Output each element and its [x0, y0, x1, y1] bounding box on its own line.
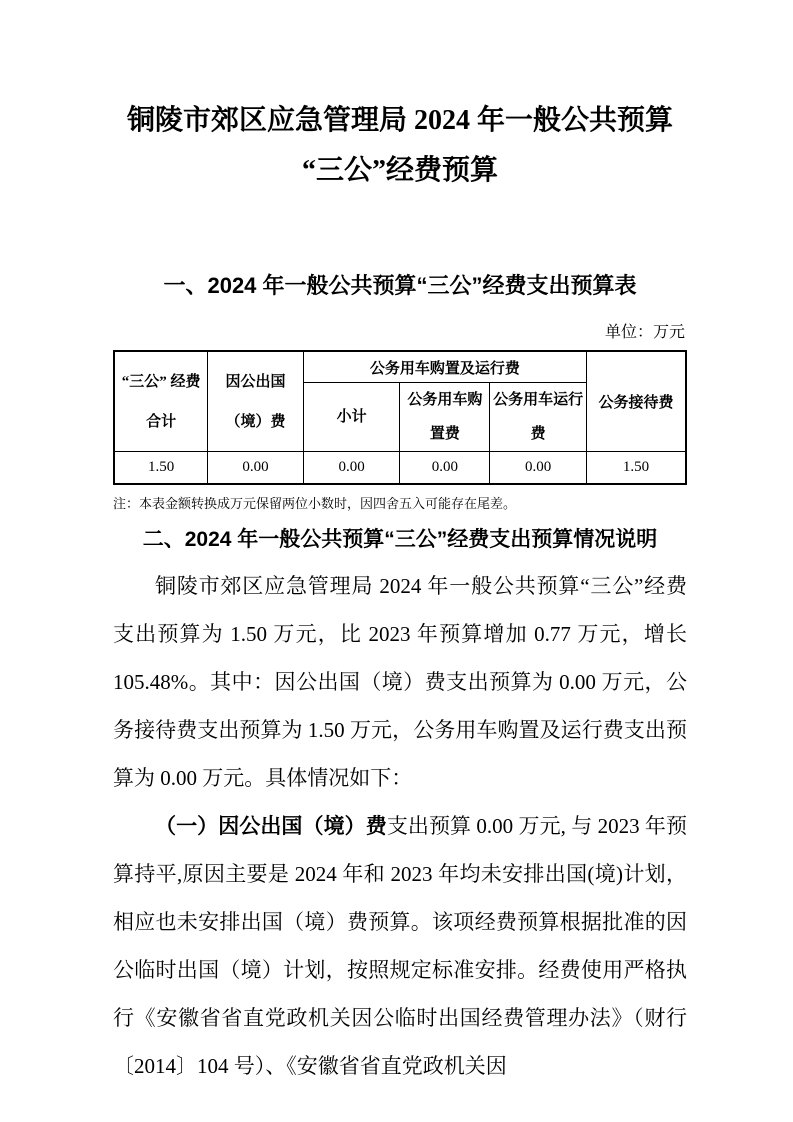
three-public-budget-table — [113, 350, 687, 485]
header-cell-reception: 公务接待费 — [586, 351, 686, 452]
header-total-line2: 合计 — [146, 413, 177, 430]
table-header-row-1 — [114, 351, 686, 383]
header-abroad-line1: 因公出国 — [225, 373, 286, 390]
value-vehicle-subtotal: 0.00 — [303, 452, 400, 485]
header-vehicle-operation-line1: 公务用车运行 — [493, 392, 584, 408]
header-cell-vehicle-subtotal: 小计 — [303, 383, 400, 452]
item1-lead: （一）因公出国（境）费 — [155, 814, 387, 838]
table-data-row — [114, 452, 686, 485]
item1-text: 支出预算 0.00 万元, 与 2023 年预算持平,原因主要是 2024 年和 2023 年均未安排出国(境)计划，相应也未安排出国（境）费预算。该项经费预算根据批准的因公临时出国（境）计划，按照规定标准安排。经费使用严格执行《安徽省省直党政机关因公临时出国经费管理办法》（财行〔2014〕104 号）、《安徽省省直党政机关因 — [113, 814, 688, 1078]
table-note: 注：本表金额转换成万元保留两位小数时，因四舍五入可能存在尾差。 — [113, 496, 517, 511]
page-title-line1: 铜陵市郊区应急管理局 2024 年一般公共预算 — [126, 105, 673, 136]
header-cell-vehicle-purchase — [400, 383, 490, 452]
section2-heading: 二、2024 年一般公共预算“三公”经费支出预算情况说明 — [142, 528, 658, 551]
section2-item1 — [113, 802, 687, 1090]
section1-heading: 一、2024 年一般公共预算“三公”经费支出预算表 — [163, 273, 637, 298]
value-vehicle-purchase: 0.00 — [400, 452, 490, 485]
header-cell-total — [114, 351, 208, 452]
value-abroad: 0.00 — [208, 452, 304, 485]
section2-paragraph1: 铜陵市郊区应急管理局 2024 年一般公共预算“三公”经费支出预算为 1.50 万元，比 2023 年预算增加 0.77 万元，增长 105.48%。其中：因公出国（境）费支出预算为 0.00 万元，公务接待费支出预算为 1.50 万元，公务用车购置及运行费支出预算为 0.00 万元。具体情况如下： — [113, 574, 687, 790]
value-vehicle-operation: 0.00 — [490, 452, 587, 485]
page-title-line2: “三公”经费预算 — [301, 155, 498, 186]
page-title — [113, 96, 687, 196]
value-total: 1.50 — [114, 452, 208, 485]
header-vehicle-purchase-line2: 置费 — [429, 426, 460, 442]
header-cell-abroad — [208, 351, 304, 452]
header-vehicle-operation-line2: 费 — [530, 426, 546, 442]
unit-label: 单位：万元 — [604, 324, 685, 341]
header-vehicle-purchase-line1: 公务用车购 — [407, 392, 483, 408]
header-total-line1: “三公” 经费 — [121, 373, 201, 390]
header-cell-vehicle-operation — [490, 383, 587, 452]
header-cell-vehicle-group: 公务用车购置及运行费 — [303, 351, 586, 383]
value-reception: 1.50 — [586, 452, 686, 485]
header-abroad-line2: （境）费 — [225, 413, 286, 430]
